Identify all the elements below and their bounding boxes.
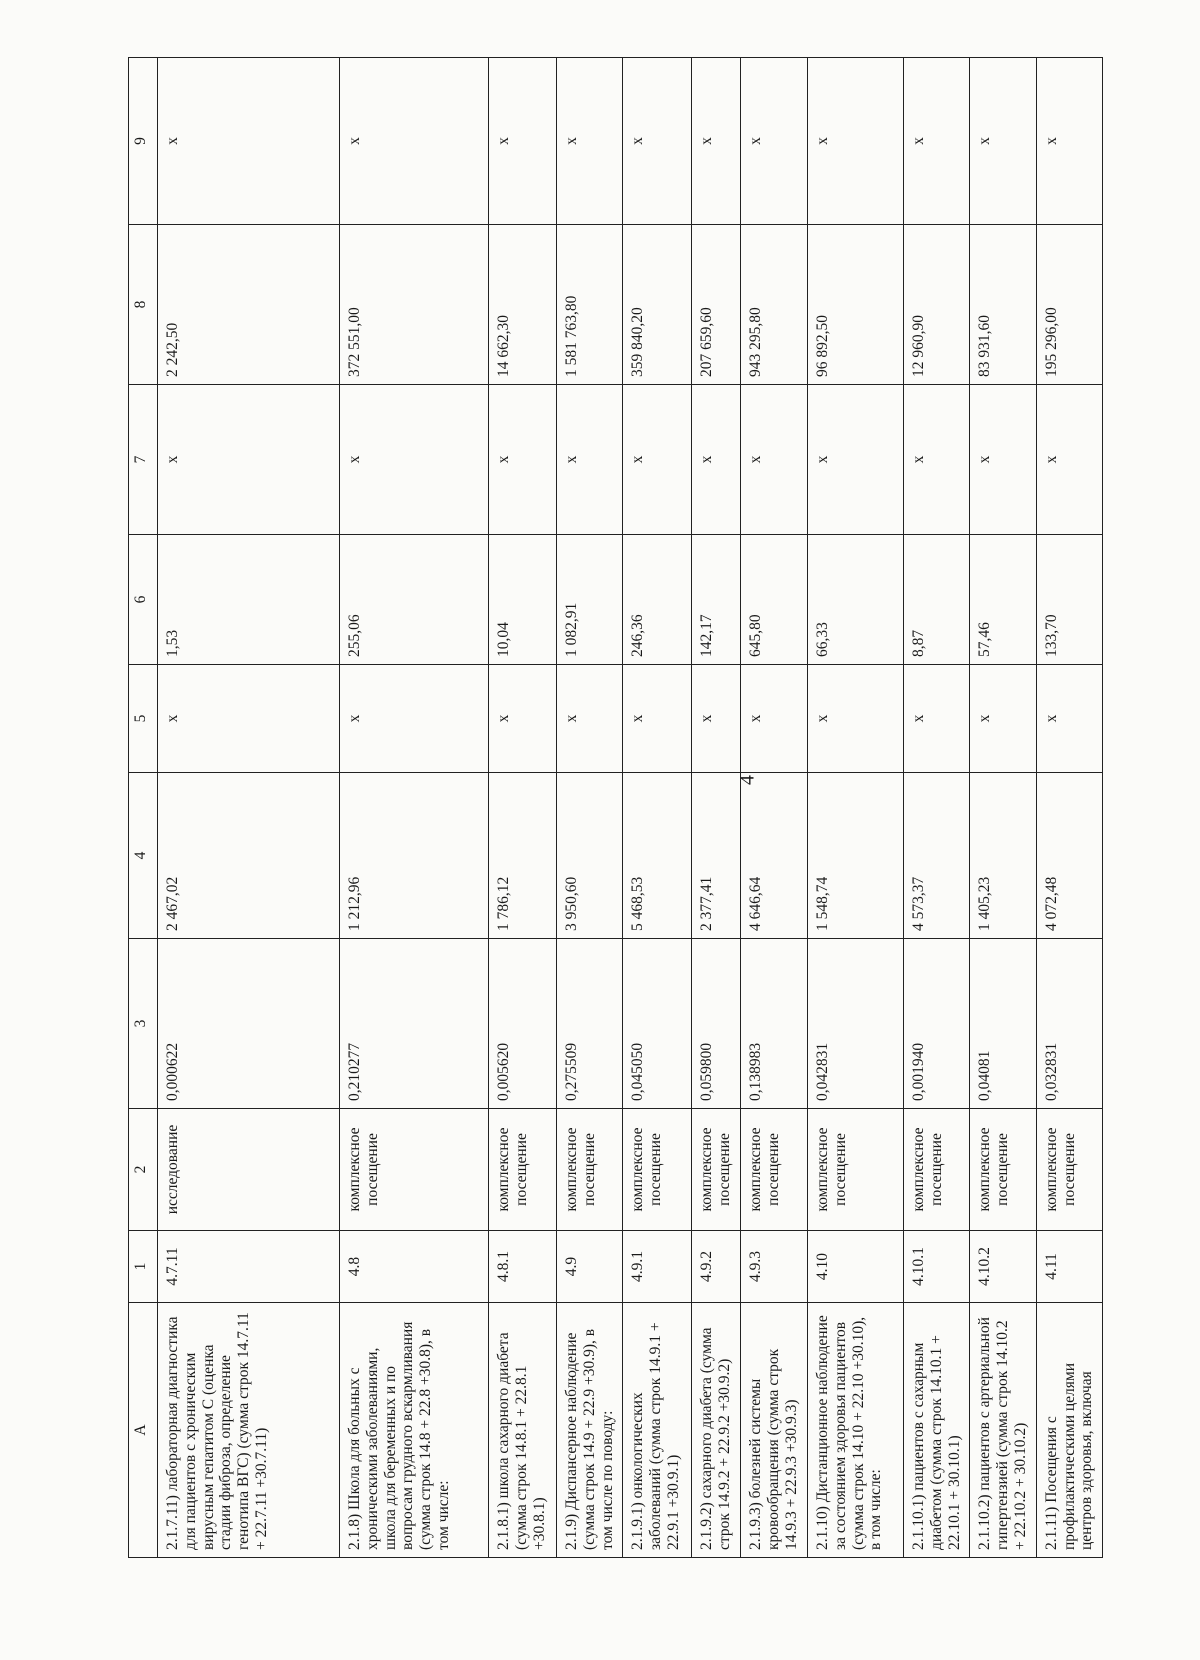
row-label: 2.1.10.1) пациентов с сахарным диабетом (сумма строк 14.10.1 + 22.10.1 + 30.10.1) [903,1303,969,1558]
total-value: 12 960,90 [903,225,969,385]
row-code: 4.9 [557,1231,623,1303]
row-label: 2.1.8.1) школа сахарного диабета (сумма строк 14.8.1 + 22.8.1 +30.8.1) [489,1303,557,1558]
norm-value: 0,275509 [557,939,623,1109]
table-body [158,58,1103,1558]
col7-value: х [1036,385,1102,535]
total-value: 943 295,80 [741,225,807,385]
norm-value: 0,138983 [741,939,807,1109]
norm-value: 0,042831 [807,939,903,1109]
per-capita-value: 10,04 [489,535,557,665]
col7-value: х [692,385,741,535]
col5-value: х [623,665,692,773]
cost-value: 4 573,37 [903,773,969,939]
table-row [741,58,807,1558]
col7-value: х [807,385,903,535]
col7-value: х [970,385,1036,535]
total-value: 1 581 763,80 [557,225,623,385]
row-label: 2.1.8) Школа для больных с хроническими заболеваниями, школа для беременных и по вопросам грудного вскармливания (сумма строк 14.8 + 22.8 +30.8), в том числе: [340,1303,489,1558]
per-capita-value: 1 082,91 [557,535,623,665]
col9-value: х [623,58,692,225]
unit: комплексное посещение [340,1109,489,1231]
norm-value: 0,000622 [158,939,340,1109]
col5-value: х [1036,665,1102,773]
header-row [129,58,158,1558]
row-label: 2.1.9.3) болезней системы кровообращения (сумма строк 14.9.3 + 22.9.3 +30.9.3) [741,1303,807,1558]
row-label: 2.1.9.2) сахарного диабета (сумма строк 14.9.2 + 22.9.2 +30.9.2) [692,1303,741,1558]
norm-value: 0,04081 [970,939,1036,1109]
column-header: А [129,1303,158,1558]
per-capita-value: 645,80 [741,535,807,665]
table-row [489,58,557,1558]
column-header: 9 [129,58,158,225]
table-row [970,58,1036,1558]
table-row [340,58,489,1558]
column-header: 4 [129,773,158,939]
norm-value: 0,045050 [623,939,692,1109]
column-header: 2 [129,1109,158,1231]
norm-value: 0,005620 [489,939,557,1109]
data-table [128,57,1103,1558]
cost-value: 4 646,64 [741,773,807,939]
table-row [692,58,741,1558]
table-container [128,58,1200,1550]
cost-value: 3 950,60 [557,773,623,939]
col7-value: х [489,385,557,535]
table-row [158,58,340,1558]
unit: комплексное посещение [623,1109,692,1231]
col9-value: х [340,58,489,225]
table-row [557,58,623,1558]
col7-value: х [903,385,969,535]
row-label: 2.1.10) Дистанционное наблюдение за состоянием здоровья пациентов (сумма строк 14.10 + 22.10 +30.10), в том числе: [807,1303,903,1558]
col9-value: х [807,58,903,225]
per-capita-value: 66,33 [807,535,903,665]
col7-value: х [741,385,807,535]
col5-value: х [489,665,557,773]
total-value: 195 296,00 [1036,225,1102,385]
col9-value: х [1036,58,1102,225]
unit: комплексное посещение [903,1109,969,1231]
norm-value: 0,032831 [1036,939,1102,1109]
col9-value: х [970,58,1036,225]
row-label: 2.1.9) Диспансерное наблюдение (сумма строк 14.9 + 22.9 +30.9), в том числе по поводу: [557,1303,623,1558]
row-code: 4.9.1 [623,1231,692,1303]
unit: комплексное посещение [557,1109,623,1231]
cost-value: 1 212,96 [340,773,489,939]
table-row [903,58,969,1558]
row-code: 4.10.1 [903,1231,969,1303]
unit: комплексное посещение [692,1109,741,1231]
row-code: 4.9.3 [741,1231,807,1303]
total-value: 359 840,20 [623,225,692,385]
column-header: 7 [129,385,158,535]
row-code: 4.8.1 [489,1231,557,1303]
total-value: 372 551,00 [340,225,489,385]
row-label: 2.1.7.11) лабораторная диагностика для пациентов с хроническим вирусным гепатитом С (оценка стадии фиброза, определение генотипа ВГС) (сумма строк 14.7.11 + 22.7.11 +30.7.11) [158,1303,340,1558]
row-code: 4.11 [1036,1231,1102,1303]
row-code: 4.8 [340,1231,489,1303]
table-row [807,58,903,1558]
col7-value: х [623,385,692,535]
column-header: 5 [129,665,158,773]
total-value: 83 931,60 [970,225,1036,385]
norm-value: 0,001940 [903,939,969,1109]
per-capita-value: 133,70 [1036,535,1102,665]
unit: комплексное посещение [807,1109,903,1231]
cost-value: 5 468,53 [623,773,692,939]
col5-value: х [741,665,807,773]
column-header: 3 [129,939,158,1109]
per-capita-value: 255,06 [340,535,489,665]
per-capita-value: 1,53 [158,535,340,665]
col9-value: х [692,58,741,225]
col5-value: х [557,665,623,773]
table-row [623,58,692,1558]
col9-value: х [741,58,807,225]
per-capita-value: 57,46 [970,535,1036,665]
row-label: 2.1.10.2) пациентов с артериальной гипертензией (сумма строк 14.10.2 + 22.10.2 + 30.10.2) [970,1303,1036,1558]
row-code: 4.7.11 [158,1231,340,1303]
per-capita-value: 246,36 [623,535,692,665]
cost-value: 2 467,02 [158,773,340,939]
col9-value: х [903,58,969,225]
row-code: 4.10.2 [970,1231,1036,1303]
cost-value: 1 786,12 [489,773,557,939]
norm-value: 0,059800 [692,939,741,1109]
total-value: 96 892,50 [807,225,903,385]
row-label: 2.1.11) Посещения с профилактическими целями центров здоровья, включая [1036,1303,1102,1558]
per-capita-value: 8,87 [903,535,969,665]
col7-value: х [158,385,340,535]
norm-value: 0,210277 [340,939,489,1109]
unit: комплексное посещение [489,1109,557,1231]
col9-value: х [489,58,557,225]
col7-value: х [557,385,623,535]
per-capita-value: 142,17 [692,535,741,665]
col5-value: х [692,665,741,773]
cost-value: 2 377,41 [692,773,741,939]
row-label: 2.1.9.1) онкологических заболеваний (сумма строк 14.9.1 + 22.9.1 +30.9.1) [623,1303,692,1558]
unit: комплексное посещение [970,1109,1036,1231]
column-header: 1 [129,1231,158,1303]
table-row [1036,58,1102,1558]
col7-value: х [340,385,489,535]
cost-value: 4 072,48 [1036,773,1102,939]
total-value: 207 659,60 [692,225,741,385]
col5-value: х [340,665,489,773]
col5-value: х [158,665,340,773]
cost-value: 1 405,23 [970,773,1036,939]
unit: комплексное посещение [741,1109,807,1231]
col5-value: х [903,665,969,773]
col9-value: х [557,58,623,225]
total-value: 2 242,50 [158,225,340,385]
unit: исследование [158,1109,340,1231]
page-number: 4 [736,775,759,785]
column-header: 6 [129,535,158,665]
column-header: 8 [129,225,158,385]
col9-value: х [158,58,340,225]
total-value: 14 662,30 [489,225,557,385]
col5-value: х [807,665,903,773]
col5-value: х [970,665,1036,773]
row-code: 4.10 [807,1231,903,1303]
unit: комплексное посещение [1036,1109,1102,1231]
row-code: 4.9.2 [692,1231,741,1303]
cost-value: 1 548,74 [807,773,903,939]
